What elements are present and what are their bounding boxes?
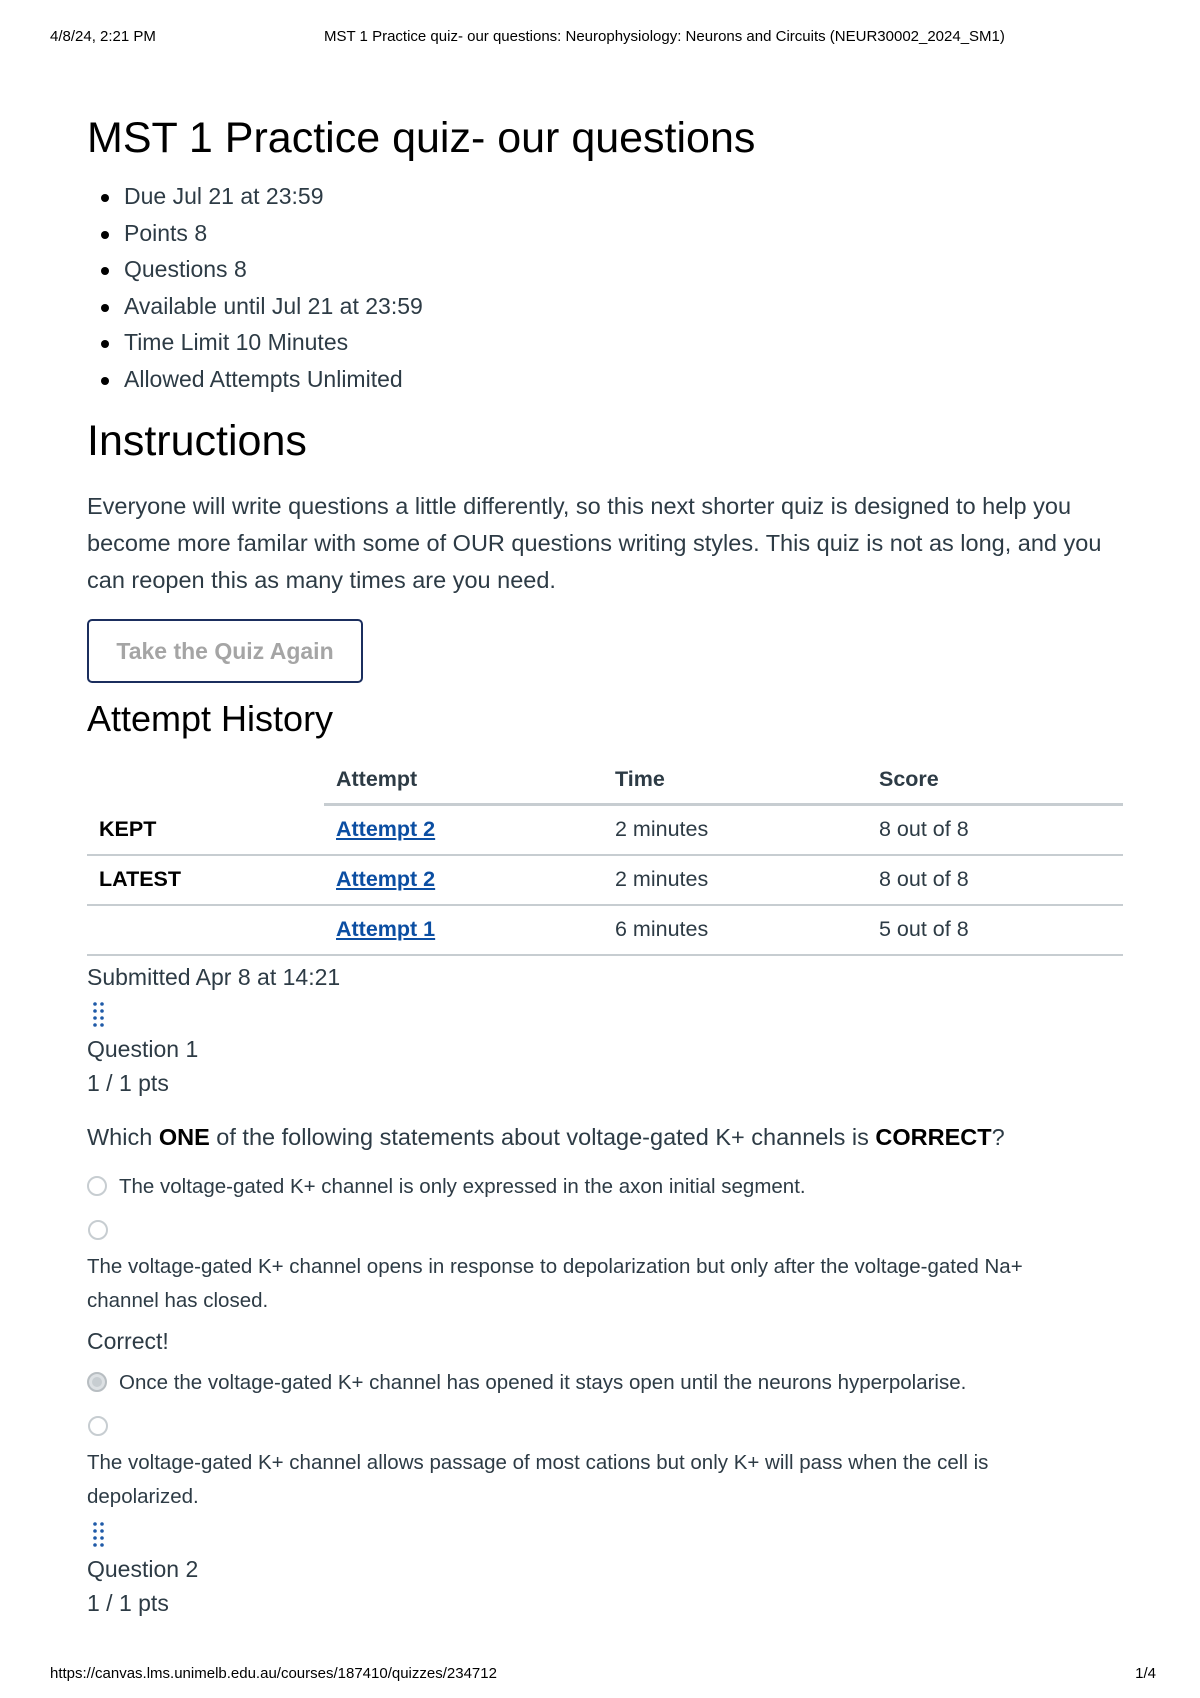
question-text-emphasis: CORRECT <box>875 1123 992 1150</box>
submitted-timestamp: Submitted Apr 8 at 14:21 <box>87 963 341 990</box>
take-quiz-again-button[interactable]: Take the Quiz Again <box>87 619 363 683</box>
print-date: 4/8/24, 2:21 PM <box>50 28 156 45</box>
print-footer <box>0 1665 1200 1685</box>
print-header <box>0 28 1200 48</box>
detail-label: Allowed Attempts <box>124 365 301 392</box>
detail-time-limit <box>87 324 1123 361</box>
attempt-link[interactable]: Attempt 2 <box>336 867 436 892</box>
drag-handle-icon[interactable] <box>92 1000 106 1028</box>
drag-handle-icon[interactable] <box>92 1520 106 1548</box>
attempt-score: 8 out of 8 <box>867 855 1123 905</box>
quiz-content <box>87 112 1123 1620</box>
detail-points <box>87 215 1123 252</box>
correct-answer-label: Correct! <box>87 1327 169 1354</box>
question-text <box>87 1120 1123 1154</box>
attempt-time: 2 minutes <box>603 805 867 855</box>
attempt-history-table <box>87 757 1123 956</box>
detail-value: until Jul 21 at 23:59 <box>223 292 423 319</box>
detail-questions <box>87 251 1123 288</box>
table-row <box>87 905 1123 955</box>
answer-text: The voltage-gated K+ channel opens in response to depolarization but only after the voltage-gated Na+ channel has closed. <box>87 1254 1023 1312</box>
answer-text: The voltage-gated K+ channel allows passage of most cations but only K+ will pass when the cell is depolarized. <box>87 1450 989 1508</box>
detail-value: 8 <box>194 219 208 246</box>
detail-value: Unlimited <box>306 365 403 392</box>
question-text-emphasis: ONE <box>158 1123 210 1150</box>
question-text-part: Which <box>87 1123 159 1150</box>
question-text-part: of the following statements about voltage-gated K+ channels is <box>209 1123 876 1150</box>
instructions-heading: Instructions <box>87 416 307 465</box>
column-header-score: Score <box>867 757 1123 805</box>
print-page-title: MST 1 Practice quiz- our questions: Neurophysiology: Neurons and Circuits (NEUR30002_2024_SM1) <box>324 28 1005 45</box>
detail-label: Due <box>124 183 167 209</box>
question-number: Question 1 <box>87 1035 199 1062</box>
answer-option[interactable] <box>87 1220 1123 1318</box>
detail-label: Available <box>124 292 217 319</box>
attempt-link[interactable]: Attempt 2 <box>336 817 436 842</box>
quiz-title: MST 1 Practice quiz- our questions <box>87 114 756 162</box>
print-url: https://canvas.lms.unimelb.edu.au/courses/187410/quizzes/234712 <box>50 1665 497 1682</box>
radio-button[interactable] <box>88 1220 108 1240</box>
column-header-attempt: Attempt <box>324 757 603 805</box>
instructions-text: Everyone will write questions a little differently, so this next shorter quiz is designed to help you become more familar with some of OUR questions writing styles. This quiz is not as long, and you can reopen this as many times are you need. <box>87 492 1102 593</box>
quiz-details-list <box>87 178 1123 398</box>
question-number: Question 2 <box>87 1555 199 1582</box>
detail-label: Time Limit <box>124 329 230 356</box>
answer-option[interactable] <box>87 1416 1123 1514</box>
attempt-status <box>87 905 324 955</box>
detail-value: Jul 21 at 23:59 <box>172 183 324 209</box>
radio-button-selected[interactable] <box>87 1372 107 1392</box>
attempt-status: KEPT <box>87 805 324 855</box>
column-header-time: Time <box>603 757 867 805</box>
answer-text: The voltage-gated K+ channel is only expressed in the axon initial segment. <box>119 1174 806 1198</box>
attempt-history-heading: Attempt History <box>87 697 334 739</box>
print-page-number: 1/4 <box>1135 1665 1156 1682</box>
attempt-score: 8 out of 8 <box>867 805 1123 855</box>
detail-allowed-attempts <box>87 361 1123 398</box>
attempt-score: 5 out of 8 <box>867 905 1123 955</box>
detail-label: Questions <box>124 256 228 283</box>
table-header-row <box>87 757 1123 805</box>
column-header-status <box>87 757 324 805</box>
detail-available <box>87 288 1123 325</box>
attempt-time: 2 minutes <box>603 855 867 905</box>
table-row <box>87 805 1123 855</box>
attempt-time: 6 minutes <box>603 905 867 955</box>
answer-option-selected[interactable] <box>87 1366 1123 1400</box>
question-points: 1 / 1 pts <box>87 1589 169 1616</box>
answer-option[interactable] <box>87 1170 1123 1204</box>
question-text-part: ? <box>991 1123 1005 1150</box>
attempt-status: LATEST <box>87 855 324 905</box>
radio-button[interactable] <box>88 1416 108 1436</box>
radio-button[interactable] <box>87 1176 107 1196</box>
detail-value: 10 Minutes <box>235 329 349 356</box>
detail-value: 8 <box>233 256 247 283</box>
detail-due <box>87 178 1123 215</box>
detail-label: Points <box>124 219 188 246</box>
question-points: 1 / 1 pts <box>87 1069 169 1096</box>
attempt-link[interactable]: Attempt 1 <box>336 917 436 942</box>
answer-text: Once the voltage-gated K+ channel has opened it stays open until the neurons hyperpolarise. <box>119 1370 967 1394</box>
table-row <box>87 855 1123 905</box>
